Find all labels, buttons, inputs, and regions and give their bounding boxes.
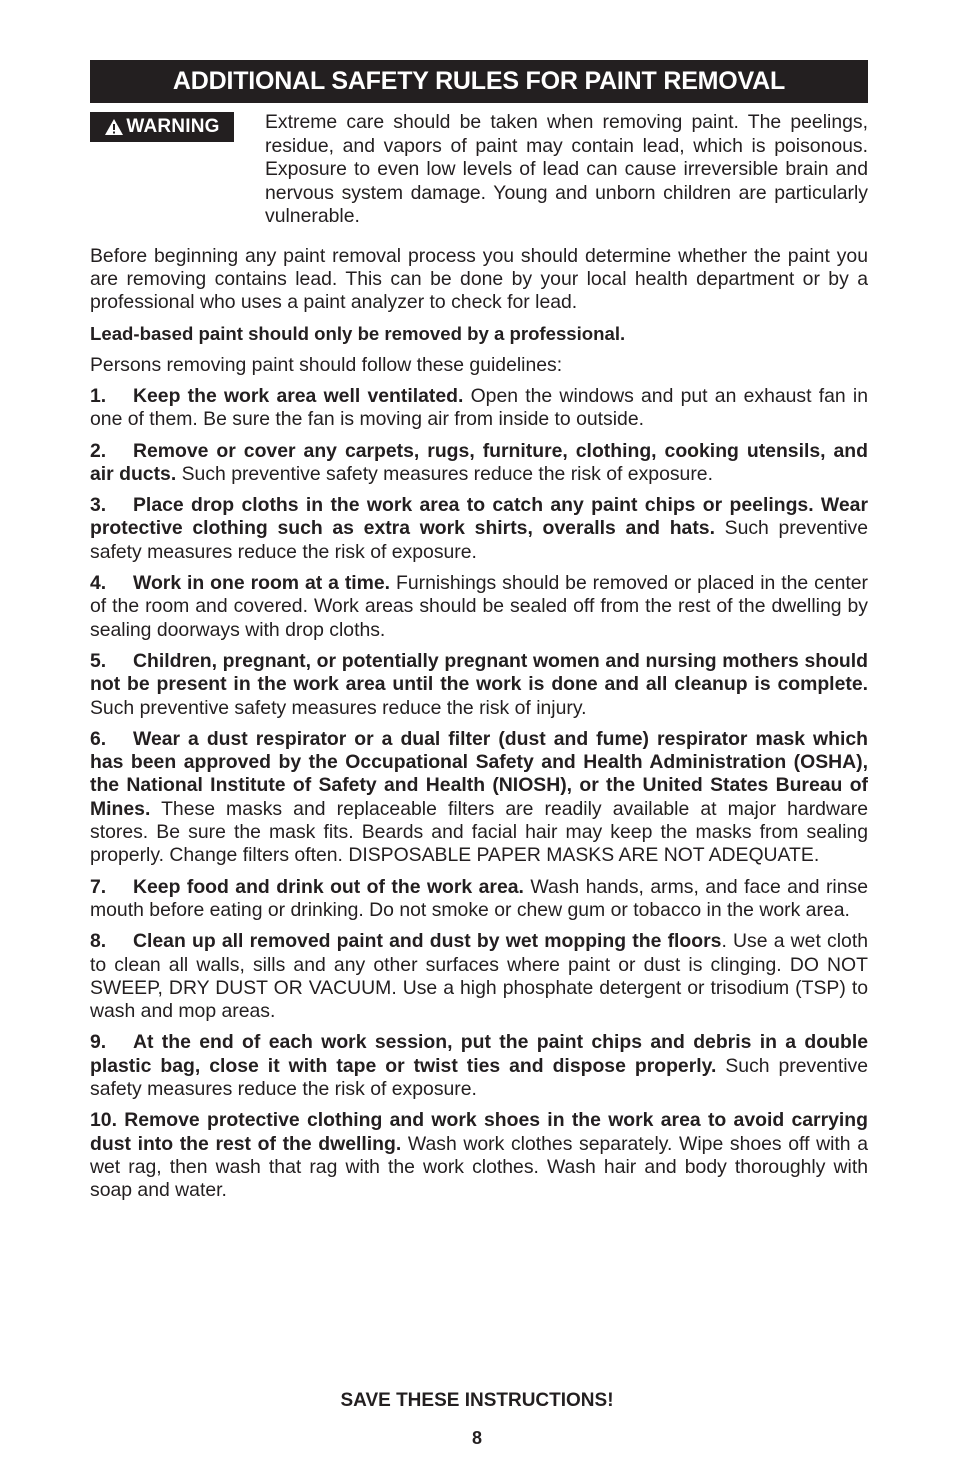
guideline-number: 10. xyxy=(90,1109,117,1132)
guideline-item xyxy=(90,930,868,1023)
guideline-item xyxy=(90,650,868,720)
section-title: ADDITIONAL SAFETY RULES FOR PAINT REMOVAL xyxy=(172,67,786,95)
guideline-number: 4. xyxy=(90,572,107,595)
warning-label: WARNING xyxy=(126,116,220,137)
guidelines-body xyxy=(90,245,868,1203)
guideline-number: 9. xyxy=(90,1031,107,1054)
guideline-number: 1. xyxy=(90,384,107,407)
warning-triangle-icon xyxy=(104,118,124,136)
warning-badge xyxy=(90,112,234,142)
guideline-text: Such preventive safety measures reduce the risk of exposure. xyxy=(90,1054,868,1100)
guideline-text: Wash work clothes separately. Wipe shoes off with a wet rag, then wash that rag with the work clothes. Wash hair and body thoroughly with soap and water. xyxy=(90,1132,868,1202)
guideline-item xyxy=(90,494,868,564)
guideline-bold-text: Wear a dust respirator or a dual filter (dust and fume) respirator mask which has been approved by the Occupational Safety and Health Administration (OSHA), the National Institute of Safety and Health (NIOSH), or the United States Bureau of Mines. xyxy=(90,727,868,820)
guideline-item xyxy=(90,385,868,432)
guideline-text: Wash hands, arms, and face and rinse mouth before eating or drinking. Do not smoke or chew gum or tobacco in the work area. xyxy=(90,875,869,921)
guideline-text: Such preventive safety measures reduce the risk of exposure. xyxy=(90,517,868,563)
guideline-item xyxy=(90,440,868,487)
guideline-number: 3. xyxy=(90,494,107,517)
guideline-bold-text: Keep food and drink out of the work area. xyxy=(133,875,524,898)
guidelines-lead: Persons removing paint should follow these guidelines: xyxy=(90,353,563,376)
section-title-banner xyxy=(90,60,868,103)
guideline-bold-text: Remove protective clothing and work shoes in the work area to avoid carrying dust into the rest of the dwelling. xyxy=(90,1109,868,1155)
guideline-number: 8. xyxy=(90,930,107,953)
guideline-item xyxy=(90,1109,868,1202)
warning-text: Extreme care should be taken when removing paint. The peelings, residue, and vapors of paint may contain lead, which is poisonous. Exposure to even low levels of lead can cause irreversible brain and nervous system damage. Young and unborn children are particularly vulnerable. xyxy=(265,111,868,227)
guideline-item xyxy=(90,572,868,642)
intro-paragraph: Before beginning any paint removal process you should determine whether the paint you are removing contains lead. This can be done by your local health department or by a professional who uses a paint analyzer to check for lead. xyxy=(90,244,868,314)
page-number: 8 xyxy=(471,1428,482,1448)
guideline-number: 5. xyxy=(90,649,107,672)
guideline-bold-text: Place drop cloths in the work area to catch any paint chips or peelings. Wear protective clothing such as extra work shirts, overalls and hats. xyxy=(90,494,868,540)
guideline-bold-text: At the end of each work session, put the paint chips and debris in a double plastic bag, close it with tape or twist ties and dispose properly. xyxy=(90,1031,868,1077)
guideline-text: Furnishings should be removed or placed in the center of the room and covered. Work areas should be sealed off from the rest of the dwelling by sealing doorways with drop cloths. xyxy=(90,572,868,641)
guideline-text: Open the windows and put an exhaust fan in one of them. Be sure the fan is moving air from inside to outside. xyxy=(90,384,869,431)
warning-block xyxy=(90,111,868,229)
guideline-item xyxy=(90,1031,868,1101)
professional-notice: Lead-based paint should only be removed by a professional. xyxy=(90,323,626,345)
guideline-bold-text: Work in one room at a time. xyxy=(133,572,391,595)
guideline-bold-text: Clean up all removed paint and dust by wet mopping the floors xyxy=(133,930,722,953)
guideline-number: 7. xyxy=(90,875,107,898)
guideline-item xyxy=(90,876,868,923)
guideline-text: . Use a wet cloth to clean all walls, sills and any other surfaces where paint or dust is clinging. DO NOT SWEEP, DRY DUST OR VACUUM. Use a high phosphate detergent or trisodium (TSP) to wash and mop areas. xyxy=(90,930,868,1023)
save-instructions-heading: SAVE THESE INSTRUCTIONS! xyxy=(340,1390,614,1411)
guideline-text: Such preventive safety measures reduce the risk of injury. xyxy=(90,696,587,719)
manual-page xyxy=(90,60,868,1210)
guideline-text: Such preventive safety measures reduce the risk of exposure. xyxy=(176,462,713,485)
guideline-bold-text: Children, pregnant, or potentially pregnant women and nursing mothers should not be present in the work area until the work is done and all cleanup is complete. xyxy=(90,649,868,696)
guideline-text: These masks and replaceable filters are readily available at major hardware stores. Be sure the mask fits. Beards and facial hair may keep the masks from sealing properly. Change filters often. DISPOSABLE PAPER MASKS ARE NOT ADEQUATE. xyxy=(90,797,868,867)
guideline-number: 2. xyxy=(90,439,107,462)
guideline-bold-text: Remove or cover any carpets, rugs, furniture, clothing, cooking utensils, and air ducts. xyxy=(90,439,868,485)
guideline-item xyxy=(90,728,868,868)
guideline-number: 6. xyxy=(90,727,107,750)
guideline-bold-text: Keep the work area well ventilated. xyxy=(133,384,464,407)
